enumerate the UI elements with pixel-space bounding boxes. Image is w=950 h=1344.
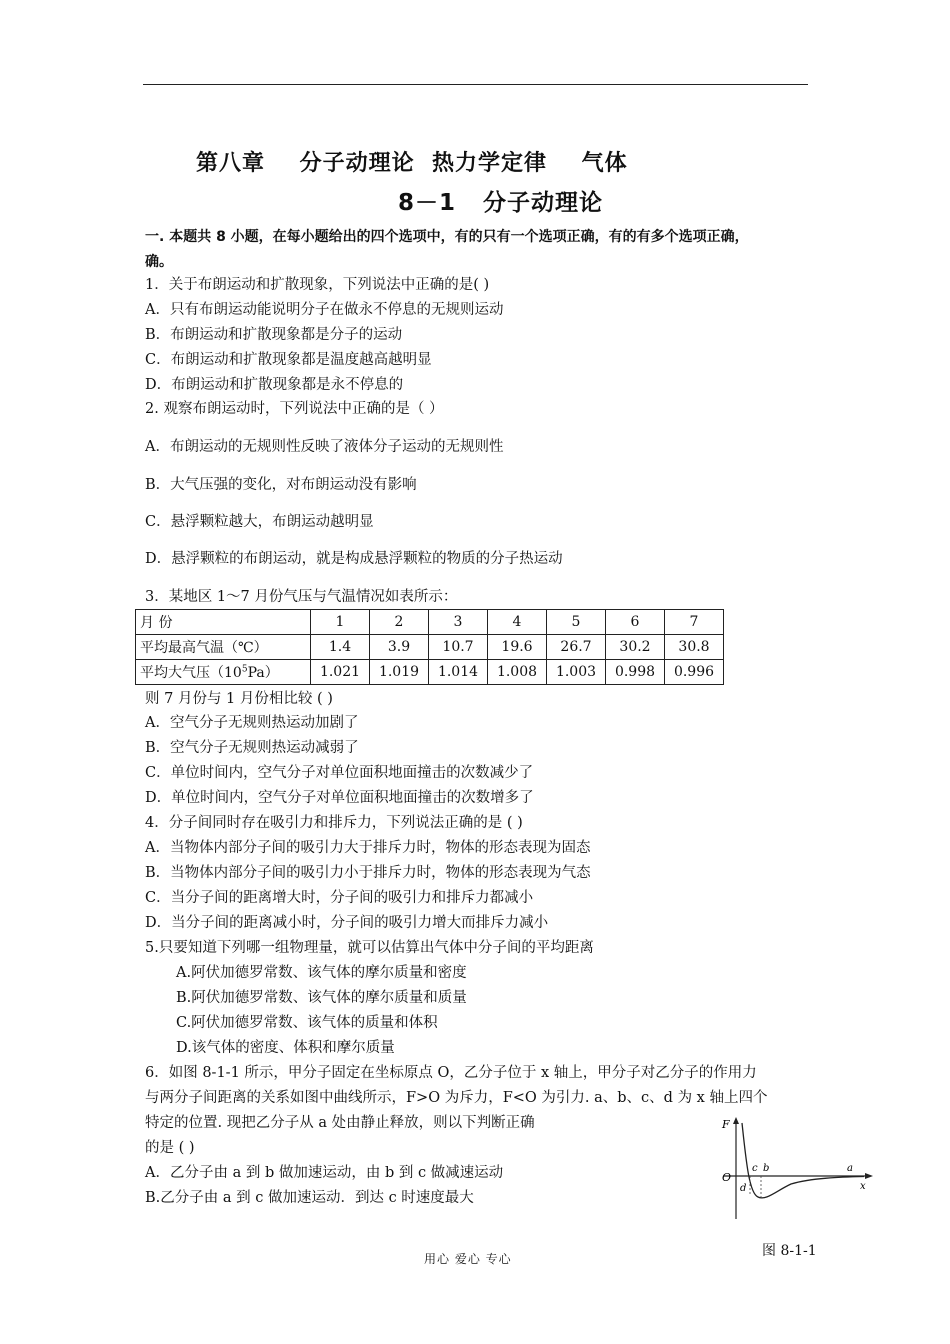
table-cell: 19.6 (488, 635, 547, 660)
pressure-label-exponent: 5 (241, 664, 248, 675)
pressure-label-pre: 平均大气压（10 (140, 665, 242, 681)
instructions-line1: 一. 本题共 8 小题，在每小题给出的四个选项中，有的只有一个选项正确，有的有多个选项正确， (145, 229, 749, 245)
q5-option-a: A.阿伏加德罗常数、该气体的摩尔质量和密度 (176, 965, 467, 981)
figure-caption: 图 8-1-1 (762, 1243, 817, 1259)
q6-line2: 与两分子间距离的关系如图中曲线所示，F>O 为斥力，F<O 为引力. a、b、c、d 为 x 轴上四个 (145, 1090, 768, 1106)
q6-line3: 特定的位置. 现把乙分子从 a 处由静止释放，则以下判断正确 (145, 1115, 535, 1131)
q3-option-d: D．单位时间内，空气分子对单位面积地面撞击的次数增多了 (145, 790, 534, 806)
q1-option-c: C．布朗运动和扩散现象都是温度越高越明显 (145, 352, 432, 368)
climate-table (135, 609, 724, 685)
figure-label-x: x (860, 1181, 866, 1192)
figure-label-o: O (722, 1171, 732, 1184)
q4-option-b: B．当物体内部分子间的吸引力小于排斥力时，物体的形态表现为气态 (145, 865, 591, 881)
table-cell: 26.7 (547, 635, 606, 660)
q5-option-c: C.阿伏加德罗常数、该气体的质量和体积 (176, 1015, 438, 1031)
table-row-label: 月 份 (136, 610, 311, 635)
page-footer: 用心 爱心 专心 (424, 1252, 512, 1266)
section-title: 8－1 分子动理论 (398, 190, 604, 216)
table-cell: 10.7 (429, 635, 488, 660)
header-rule (143, 84, 808, 85)
table-cell: 1.021 (311, 660, 370, 685)
q4-stem: 4．分子间同时存在吸引力和排斥力，下列说法正确的是 ( ) (145, 815, 523, 831)
q3-option-b: B．空气分子无规则热运动减弱了 (145, 740, 359, 756)
q3-stem: 3．某地区 1～7 月份气压与气温情况如表所示： (145, 589, 458, 605)
q2-option-a: A．布朗运动的无规则性反映了液体分子运动的无规则性 (145, 439, 504, 455)
q3-followup: 则 7 月份与 1 月份相比较 ( ) (145, 691, 333, 707)
q6-option-b: B.乙分子由 a 到 c 做加速运动．到达 c 时速度最大 (145, 1190, 474, 1206)
q5-option-d: D.该气体的密度、体积和摩尔质量 (176, 1040, 395, 1056)
figure-y-arrow (733, 1117, 739, 1124)
q2-option-c: C．悬浮颗粒越大，布朗运动越明显 (145, 514, 374, 530)
force-distance-figure (716, 1115, 876, 1225)
q5-stem: 5.只要知道下列哪一组物理量，就可以估算出气体中分子间的平均距离 (145, 940, 594, 956)
table-cell: 1.008 (488, 660, 547, 685)
table-cell: 0.998 (606, 660, 665, 685)
figure-label-a: a (847, 1163, 853, 1174)
table-row-temperature (136, 635, 724, 660)
figure-label-d: d (740, 1183, 747, 1194)
table-row-pressure (136, 660, 724, 685)
q1-option-d: D．布朗运动和扩散现象都是永不停息的 (145, 377, 404, 393)
table-cell: 1.014 (429, 660, 488, 685)
table-row-month (136, 610, 724, 635)
q6-line4: 的是 ( ) (145, 1140, 195, 1156)
chapter-title: 第八章 分子动理论 热力学定律 气体 (196, 151, 628, 176)
figure-x-arrow (865, 1173, 873, 1179)
table-cell: 6 (606, 610, 665, 635)
table-row-label: 平均最高气温（℃） (136, 635, 311, 660)
table-cell: 30.8 (665, 635, 724, 660)
figure-label-c: c (752, 1163, 758, 1174)
q2-option-b: B．大气压强的变化，对布朗运动没有影响 (145, 477, 417, 493)
q4-option-c: C．当分子间的距离增大时，分子间的吸引力和排斥力都减小 (145, 890, 534, 906)
pressure-label-post: Pa） (247, 665, 279, 681)
table-cell: 3.9 (370, 635, 429, 660)
force-curve (742, 1123, 864, 1198)
table-cell: 1 (311, 610, 370, 635)
table-cell: 2 (370, 610, 429, 635)
q5-option-b: B.阿伏加德罗常数、该气体的摩尔质量和质量 (176, 990, 467, 1006)
table-cell: 1.003 (547, 660, 606, 685)
table-cell: 0.996 (665, 660, 724, 685)
table-cell: 1.4 (311, 635, 370, 660)
table-cell: 30.2 (606, 635, 665, 660)
figure-label-f: F (722, 1118, 730, 1131)
q2-option-d: D．悬浮颗粒的布朗运动，就是构成悬浮颗粒的物质的分子热运动 (145, 551, 563, 567)
table-cell: 3 (429, 610, 488, 635)
table-cell: 7 (665, 610, 724, 635)
table-cell: 5 (547, 610, 606, 635)
q3-option-a: A．空气分子无规则热运动加剧了 (145, 715, 359, 731)
q6-option-a: A．乙分子由 a 到 b 做加速运动，由 b 到 c 做减速运动 (145, 1165, 504, 1181)
table-cell: 1.019 (370, 660, 429, 685)
q6-line1: 6．如图 8-1-1 所示，甲分子固定在坐标原点 O，乙分子位于 x 轴上，甲分子对乙分子的作用力 (145, 1065, 757, 1081)
table-cell: 4 (488, 610, 547, 635)
instructions-line2: 确。 (145, 254, 173, 270)
q4-option-a: A．当物体内部分子间的吸引力大于排斥力时，物体的形态表现为固态 (145, 840, 591, 856)
table-row-label (136, 660, 311, 685)
q1-option-a: A．只有布朗运动能说明分子在做永不停息的无规则运动 (145, 302, 504, 318)
q3-option-c: C．单位时间内，空气分子对单位面积地面撞击的次数减少了 (145, 765, 534, 781)
figure-label-b: b (763, 1163, 770, 1174)
q1-option-b: B．布朗运动和扩散现象都是分子的运动 (145, 327, 403, 343)
q4-option-d: D．当分子间的距离减小时，分子间的吸引力增大而排斥力减小 (145, 915, 549, 931)
q2-stem: 2. 观察布朗运动时，下列说法中正确的是（ ） (145, 401, 444, 417)
q1-stem: 1．关于布朗运动和扩散现象，下列说法中正确的是( ) (145, 277, 490, 293)
